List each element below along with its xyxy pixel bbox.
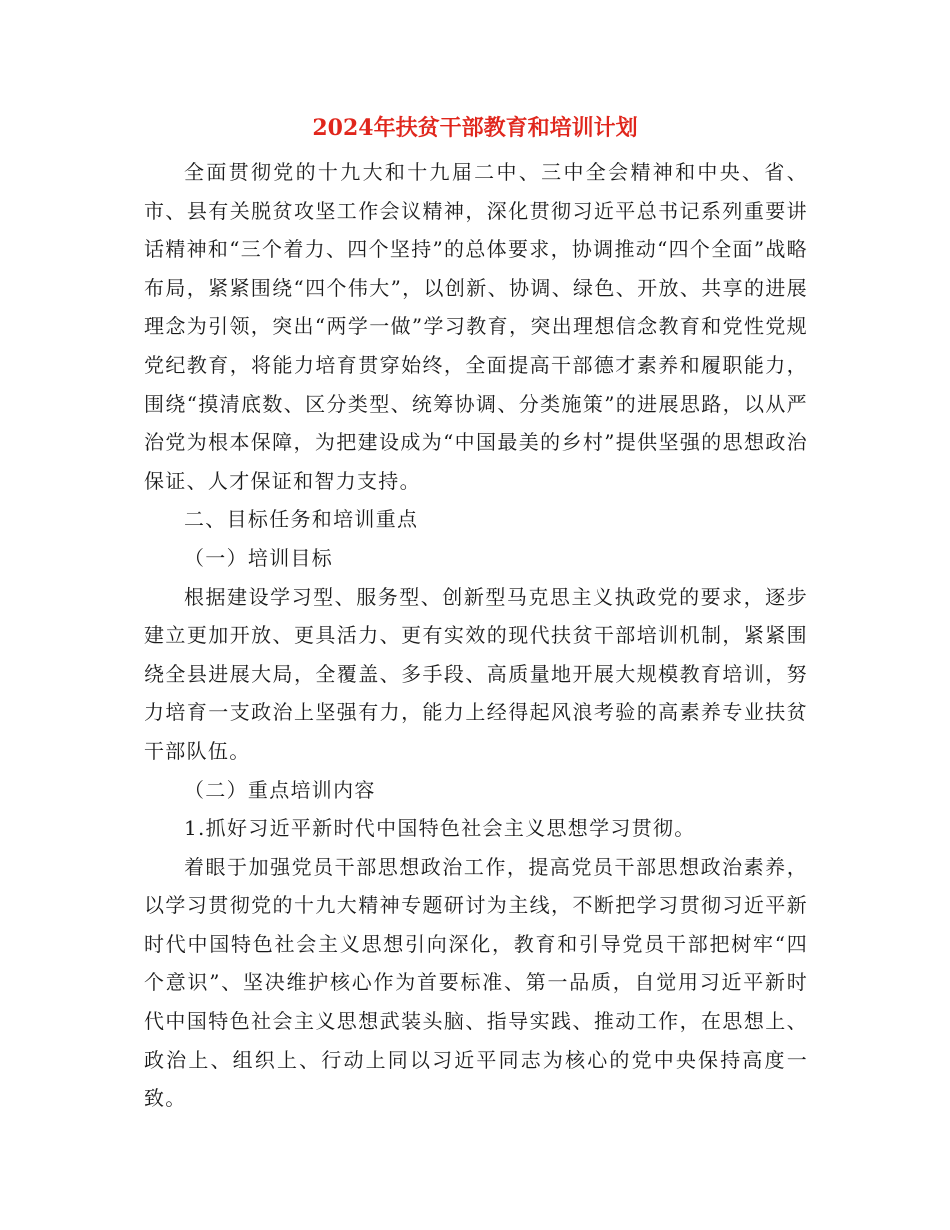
document-body — [144, 153, 808, 1118]
subsection-heading-training-goal: （一）培训目标 — [184, 545, 334, 570]
list-item-1-paragraph: 着眼于加强党员干部思想政治工作，提高党员干部思想政治素养，以学习贯彻党的十九大精神专题研讨为主线，不断把学习贯彻习近平新时代中国特色社会主义思想引向深化，教育和引导党员干部把树牢“四个意识”、坚决维护核心作为首要标准、第一品质，自觉用习近平新时代中国特色社会主义思想武装头脑、指导实践、推动工作，在思想上、政治上、组织上、行动上同以习近平同志为核心的党中央保持高度一致。 — [144, 854, 808, 1111]
subsection-heading-key-content: （二）重点培训内容 — [184, 777, 376, 802]
document-title: 2024年扶贫干部教育和培训计划 — [312, 115, 638, 141]
section-heading-goals: 二、目标任务和培训重点 — [184, 507, 419, 532]
list-item-1-heading: 1.抓好习近平新时代中国特色社会主义思想学习贯彻。 — [184, 816, 696, 841]
training-goal-paragraph: 根据建设学习型、服务型、创新型马克思主义执政党的要求，逐步建立更加开放、更具活力、更有实效的现代扶贫干部培训机制，紧紧围绕全县进展大局，全覆盖、多手段、高质量地开展大规模教育培训，努力培育一支政治上坚强有力，能力上经得起风浪考验的高素养专业扶贫干部队伍。 — [144, 584, 808, 763]
intro-paragraph: 全面贯彻党的十九大和十九届二中、三中全会精神和中央、省、市、县有关脱贫攻坚工作会议精神，深化贯彻习近平总书记系列重要讲话精神和“三个着力、四个坚持”的总体要求，协调推动“四个全面”战略布局，紧紧围绕“四个伟大”，以创新、协调、绿色、开放、共享的进展理念为引领，突出“两学一做”学习教育，突出理想信念教育和党性党规党纪教育，将能力培育贯穿始终，全面提高干部德才素养和履职能力，围绕“摸清底数、区分类型、统筹协调、分类施策”的进展思路，以从严治党为根本保障，为把建设成为“中国最美的乡村”提供坚强的思想政治保证、人才保证和智力支持。 — [144, 160, 808, 493]
